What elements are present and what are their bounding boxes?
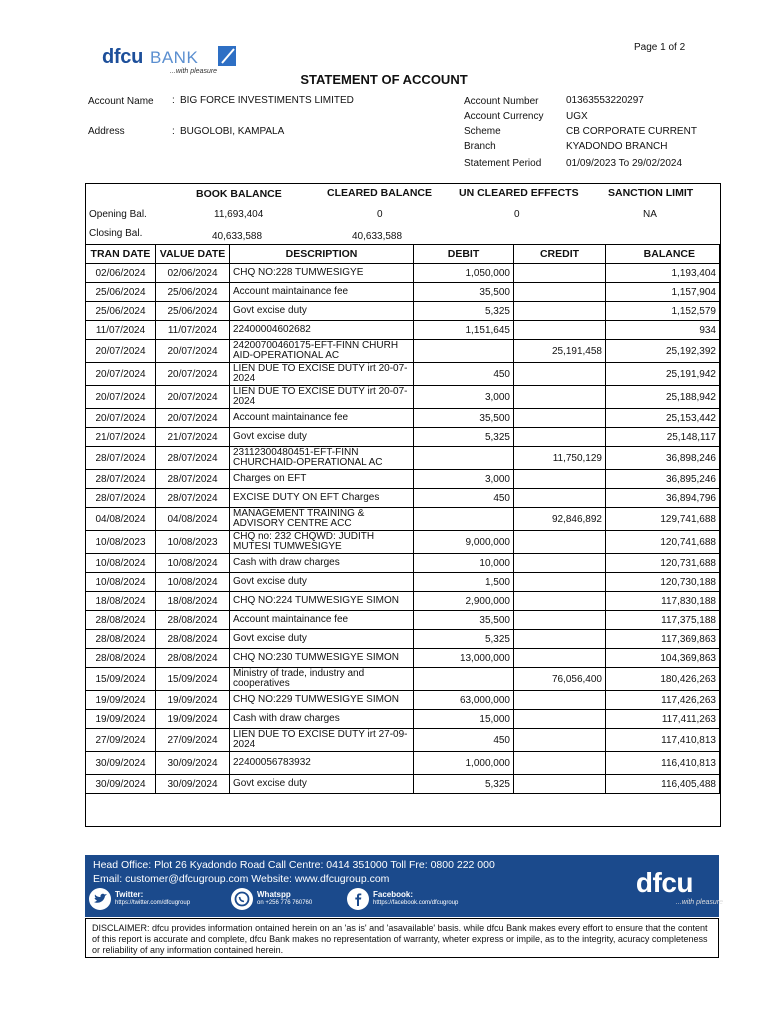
statement-period-value: 01/09/2023 To 29/02/2024 [566,158,683,169]
cell-debit: 450 [414,363,514,386]
cell-tran-date: 04/08/2024 [86,508,156,531]
cell-value-date: 04/08/2024 [156,508,230,531]
cell-tran-date: 10/08/2024 [86,554,156,573]
cell-debit: 35,500 [414,611,514,630]
cell-description: CHQ NO:230 TUMWESIGYE SIMON [230,649,414,668]
cell-tran-date: 25/06/2024 [86,283,156,302]
cell-value-date: 28/08/2024 [156,649,230,668]
cell-description: Govt excise duty [230,302,414,321]
cell-description: LIEN DUE TO EXCISE DUTY irt 27-09-2024 [230,729,414,752]
cell-description: LIEN DUE TO EXCISE DUTY irt 20-07-2024 [230,363,414,386]
cell-tran-date: 18/08/2024 [86,592,156,611]
cell-value-date: 20/07/2024 [156,340,230,363]
cell-credit: 92,846,892 [514,508,606,531]
cell-value-date: 10/08/2023 [156,531,230,554]
cell-credit [514,611,606,630]
cell-tran-date: 20/07/2024 [86,363,156,386]
cell-debit: 5,325 [414,775,514,794]
logo-text-light: BANK [150,48,199,67]
table-row [86,710,720,729]
cell-tran-date: 21/07/2024 [86,428,156,447]
opening-cleared-balance: 0 [377,209,383,220]
cell-description: MANAGEMENT TRAINING & ADVISORY CENTRE ACC [230,508,414,531]
transactions-table [85,244,720,794]
cell-value-date: 20/07/2024 [156,409,230,428]
cell-debit: 9,000,000 [414,531,514,554]
cell-description: 22400056783932 [230,752,414,775]
table-row [86,691,720,710]
cell-credit [514,264,606,283]
cell-credit [514,710,606,729]
table-row [86,409,720,428]
cell-debit: 2,900,000 [414,592,514,611]
twitter-handle: https://twitter.com/dfcugroup [115,900,191,906]
cell-debit: 450 [414,489,514,508]
opening-sanction-limit: NA [643,209,657,220]
cell-debit: 1,500 [414,573,514,592]
cell-value-date: 28/08/2024 [156,611,230,630]
cell-balance: 180,426,263 [606,668,720,691]
cell-tran-date: 30/09/2024 [86,752,156,775]
opening-book-balance: 11,693,404 [214,209,264,220]
cell-debit [414,668,514,691]
cell-balance: 25,188,942 [606,386,720,409]
table-row [86,508,720,531]
cell-credit [514,409,606,428]
cell-balance: 36,895,246 [606,470,720,489]
table-row [86,649,720,668]
cell-credit [514,489,606,508]
cell-credit [514,531,606,554]
cell-balance: 25,153,442 [606,409,720,428]
cell-value-date: 20/07/2024 [156,363,230,386]
table-row [86,592,720,611]
whatsapp-handle: on +256 776 760760 [257,900,313,906]
cell-tran-date: 02/06/2024 [86,264,156,283]
account-name-label: Account Name [88,96,154,107]
cell-description: 22400004602682 [230,321,414,340]
table-row [86,573,720,592]
facebook-label: Facebook: [373,890,414,899]
cell-description: LIEN DUE TO EXCISE DUTY irt 20-07-2024 [230,386,414,409]
facebook-icon [347,888,369,910]
cell-credit: 25,191,458 [514,340,606,363]
cell-credit [514,592,606,611]
cell-tran-date: 28/07/2024 [86,447,156,470]
cell-debit: 5,325 [414,428,514,447]
twitter-icon [89,888,111,910]
branch-value: KYADONDO BRANCH [566,141,668,152]
table-row [86,630,720,649]
footer-logo-mark-icon [720,869,744,897]
col-description: DESCRIPTION [230,245,414,264]
cell-credit [514,470,606,489]
cell-tran-date: 20/07/2024 [86,386,156,409]
col-credit: CREDIT [514,245,606,264]
table-row [86,611,720,630]
sanction-limit-header: SANCTION LIMIT [608,187,694,199]
table-row [86,729,720,752]
cell-balance: 36,894,796 [606,489,720,508]
statement-period-label: Statement Period [464,158,542,169]
cell-value-date: 19/09/2024 [156,710,230,729]
table-row [86,668,720,691]
logo-mark-icon [218,46,236,66]
account-name-colon: : [172,95,175,106]
cell-description: Govt excise duty [230,573,414,592]
closing-cleared-balance: 40,633,588 [352,231,403,242]
cell-tran-date: 28/08/2024 [86,611,156,630]
cell-tran-date: 30/09/2024 [86,775,156,794]
cell-credit [514,428,606,447]
cell-debit: 15,000 [414,710,514,729]
cell-balance: 120,730,188 [606,573,720,592]
cell-description: CHQ NO:228 TUMWESIGYE [230,264,414,283]
cell-description: 24200700460175-EFT-FINN CHURH AID-OPERATIONAL AC [230,340,414,363]
cell-value-date: 19/09/2024 [156,691,230,710]
cell-balance: 1,193,404 [606,264,720,283]
cell-balance: 116,405,488 [606,775,720,794]
cell-debit: 63,000,000 [414,691,514,710]
cell-tran-date: 28/07/2024 [86,470,156,489]
cell-balance: 25,148,117 [606,428,720,447]
cell-debit [414,508,514,531]
cell-credit: 11,750,129 [514,447,606,470]
table-row [86,386,720,409]
cell-tran-date: 10/08/2024 [86,573,156,592]
cell-debit: 10,000 [414,554,514,573]
cell-debit: 3,000 [414,386,514,409]
cell-debit [414,340,514,363]
opening-uncleared-effects: 0 [514,209,520,220]
cell-balance: 120,741,688 [606,531,720,554]
cell-credit [514,386,606,409]
cell-value-date: 25/06/2024 [156,283,230,302]
cell-credit [514,752,606,775]
head-office-text: Head Office: Plot 26 Kyadondo Road Call Centre: 0414 351000 Toll Fre: 0800 222 000 [93,859,495,871]
cell-balance: 25,192,392 [606,340,720,363]
table-row [86,283,720,302]
table-row [86,447,720,470]
cell-balance: 129,741,688 [606,508,720,531]
table-row [86,340,720,363]
cell-tran-date: 28/08/2024 [86,649,156,668]
cell-description: 23112300480451-EFT-FINN CHURCHAID-OPERATIONAL AC [230,447,414,470]
cell-balance: 117,375,188 [606,611,720,630]
whatsapp-icon [231,888,253,910]
cell-tran-date: 28/07/2024 [86,489,156,508]
cell-credit: 76,056,400 [514,668,606,691]
account-currency-value: UGX [566,111,588,122]
scheme-value: CB CORPORATE CURRENT [566,126,697,137]
cell-debit: 35,500 [414,409,514,428]
cell-description: Govt excise duty [230,630,414,649]
scheme-label: Scheme [464,126,501,137]
cell-balance: 116,410,813 [606,752,720,775]
table-row [86,752,720,775]
cell-debit: 1,151,645 [414,321,514,340]
cell-balance: 1,152,579 [606,302,720,321]
page-number: Page 1 of 2 [634,42,686,53]
cell-credit [514,691,606,710]
cell-description: Account maintainance fee [230,409,414,428]
cell-tran-date: 15/09/2024 [86,668,156,691]
cell-value-date: 30/09/2024 [156,752,230,775]
cell-description: Cash with draw charges [230,554,414,573]
account-number-label: Account Number [464,96,539,107]
cell-debit [414,447,514,470]
uncleared-effects-header: UN CLEARED EFFECTS [459,187,579,199]
table-row [86,489,720,508]
cell-tran-date: 27/09/2024 [86,729,156,752]
table-row [86,321,720,340]
col-debit: DEBIT [414,245,514,264]
twitter-label: Twitter: [115,890,144,899]
cell-tran-date: 11/07/2024 [86,321,156,340]
cell-credit [514,554,606,573]
cell-balance: 117,830,188 [606,592,720,611]
cleared-balance-header: CLEARED BALANCE [327,187,432,199]
footer-banner [85,855,723,917]
opening-balance-label: Opening Bal. [89,209,147,220]
table-row [86,470,720,489]
table-row [86,531,720,554]
cell-description: Govt excise duty [230,428,414,447]
cell-value-date: 28/07/2024 [156,447,230,470]
cell-tran-date: 28/08/2024 [86,630,156,649]
address-label: Address [88,126,125,137]
cell-value-date: 30/09/2024 [156,775,230,794]
cell-tran-date: 19/09/2024 [86,710,156,729]
cell-description: Account maintainance fee [230,611,414,630]
cell-tran-date: 25/06/2024 [86,302,156,321]
cell-credit [514,283,606,302]
cell-tran-date: 19/09/2024 [86,691,156,710]
cell-debit: 3,000 [414,470,514,489]
cell-value-date: 10/08/2024 [156,554,230,573]
table-row [86,554,720,573]
cell-value-date: 28/07/2024 [156,470,230,489]
cell-value-date: 21/07/2024 [156,428,230,447]
col-value-date: VALUE DATE [156,245,230,264]
cell-credit [514,630,606,649]
cell-credit [514,649,606,668]
transactions-body [86,264,720,794]
cell-balance: 25,191,942 [606,363,720,386]
cell-tran-date: 10/08/2023 [86,531,156,554]
cell-tran-date: 20/07/2024 [86,409,156,428]
statement-title: STATEMENT OF ACCOUNT [300,72,468,87]
account-currency-label: Account Currency [464,111,544,122]
cell-description: CHQ NO:224 TUMWESIGYE SIMON [230,592,414,611]
col-balance: BALANCE [606,245,720,264]
cell-description: CHQ NO:229 TUMWESIGYE SIMON [230,691,414,710]
cell-description: CHQ no: 232 CHQWD: JUDITH MUTESI TUMWESIGYE [230,531,414,554]
account-name-value: BIG FORCE INVESTIMENTS LIMITED [180,95,354,106]
cell-description: Govt excise duty [230,775,414,794]
cell-value-date: 28/08/2024 [156,630,230,649]
table-header-row [86,245,720,264]
contact-text: Email: customer@dfcugroup.com Website: www.dfcugroup.com [93,873,390,885]
cell-value-date: 02/06/2024 [156,264,230,283]
cell-debit: 5,325 [414,302,514,321]
account-number-value: 01363553220297 [566,95,644,106]
branch-label: Branch [464,141,496,152]
table-row [86,363,720,386]
cell-description: Account maintainance fee [230,283,414,302]
cell-description: Ministry of trade, industry and cooperatives [230,668,414,691]
cell-balance: 36,898,246 [606,447,720,470]
cell-debit: 1,050,000 [414,264,514,283]
address-value: BUGOLOBI, KAMPALA [180,126,285,137]
cell-balance: 117,410,813 [606,729,720,752]
cell-description: Cash with draw charges [230,710,414,729]
footer-logo [635,867,723,906]
cell-balance: 104,369,863 [606,649,720,668]
footer-logo-text: dfcu [635,867,693,898]
cell-value-date: 28/07/2024 [156,489,230,508]
cell-value-date: 25/06/2024 [156,302,230,321]
cell-value-date: 11/07/2024 [156,321,230,340]
cell-debit: 1,000,000 [414,752,514,775]
whatsapp-label: Whatspp [257,890,291,899]
cell-credit [514,573,606,592]
cell-value-date: 27/09/2024 [156,729,230,752]
cell-tran-date: 20/07/2024 [86,340,156,363]
cell-debit: 13,000,000 [414,649,514,668]
cell-debit: 35,500 [414,283,514,302]
col-tran-date: TRAN DATE [86,245,156,264]
cell-credit [514,363,606,386]
disclaimer: DISCLAIMER: dfcu provides information ontained herein on an 'as is' and 'asavailable' basis. while dfcu Bank makes every effort to ensure that the content of this report is accurate and complete, dfcu Bank makes no representation of warranty, wheter express or impile, as to the integrity, acuracy completeness or reliability of any information contained herein. [85,918,719,958]
book-balance-header: BOOK BALANCE [196,188,282,200]
table-row [86,428,720,447]
cell-balance: 117,369,863 [606,630,720,649]
closing-balance-label: Closing Bal. [89,228,143,239]
logo-text-bold: dfcu [102,46,144,68]
closing-book-balance: 40,633,588 [212,231,263,242]
cell-description: EXCISE DUTY ON EFT Charges [230,489,414,508]
cell-balance: 934 [606,321,720,340]
logo-tagline: ...with pleasure [170,68,218,75]
cell-balance: 117,426,263 [606,691,720,710]
cell-credit [514,729,606,752]
cell-balance: 117,411,263 [606,710,720,729]
address-colon: : [172,126,175,137]
cell-value-date: 15/09/2024 [156,668,230,691]
cell-balance: 120,731,688 [606,554,720,573]
cell-description: Charges on EFT [230,470,414,489]
cell-credit [514,775,606,794]
cell-value-date: 10/08/2024 [156,573,230,592]
facebook-handle: htttps://facebook.com/dfcugroup [373,900,459,906]
table-row [86,302,720,321]
cell-value-date: 20/07/2024 [156,386,230,409]
cell-credit [514,321,606,340]
table-row [86,264,720,283]
cell-balance: 1,157,904 [606,283,720,302]
footer-logo-tagline: ...with pleasure [675,899,723,906]
cell-debit: 5,325 [414,630,514,649]
cell-debit: 450 [414,729,514,752]
table-row [86,775,720,794]
cell-value-date: 18/08/2024 [156,592,230,611]
cell-credit [514,302,606,321]
page-title [0,72,768,87]
